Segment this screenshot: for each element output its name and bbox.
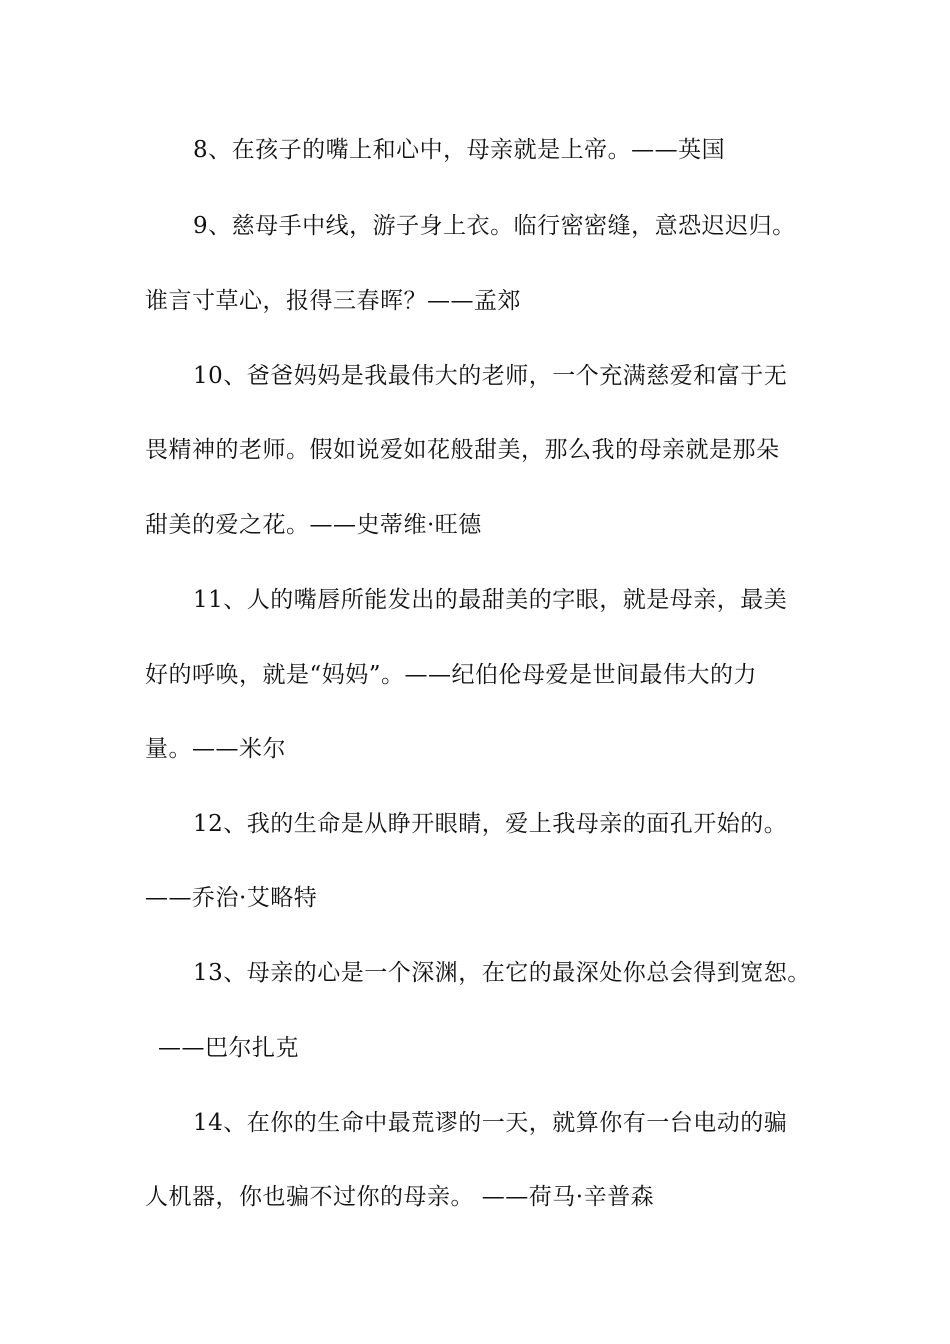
quote-11-line-2: 好的呼唤，就是“妈妈”。——纪伯伦母爱是世间最伟大的力: [145, 662, 758, 688]
quote-9-line-2: 谁言寸草心，报得三春晖？——孟郊: [145, 288, 521, 314]
quote-10-line-3: 甜美的爱之花。——史蒂维·旺德: [145, 512, 482, 538]
quote-12-line-1: 12、我的生命是从睁开眼睛，爱上我母亲的面孔开始的。: [193, 811, 788, 837]
quote-12-line-2: ——乔治·艾略特: [145, 885, 318, 911]
quote-13-line-2: ——巴尔扎克: [158, 1035, 299, 1061]
quote-13-line-1: 13、母亲的心是一个深渊，在它的最深处你总会得到宽恕。: [193, 960, 811, 986]
quote-11-line-1: 11、人的嘴唇所能发出的最甜美的字眼，就是母亲，最美: [193, 587, 788, 613]
quote-11-line-3: 量。——米尔: [145, 736, 286, 762]
quote-14-line-1: 14、在你的生命中最荒谬的一天，就算你有一台电动的骗: [193, 1110, 788, 1136]
quote-9-line-1: 9、慈母手中线，游子身上衣。临行密密缝，意恐迟迟归。: [193, 213, 796, 239]
quote-10-line-1: 10、爸爸妈妈是我最伟大的老师，一个充满慈爱和富于无: [193, 363, 788, 389]
quote-10-line-2: 畏精神的老师。假如说爱如花般甜美，那么我的母亲就是那朵: [145, 437, 780, 463]
quote-14-line-2: 人机器，你也骗不过你的母亲。 ——荷马·辛普森: [145, 1184, 655, 1210]
quote-8-line-1: 8、在孩子的嘴上和心中，母亲就是上帝。——英国: [193, 137, 726, 163]
